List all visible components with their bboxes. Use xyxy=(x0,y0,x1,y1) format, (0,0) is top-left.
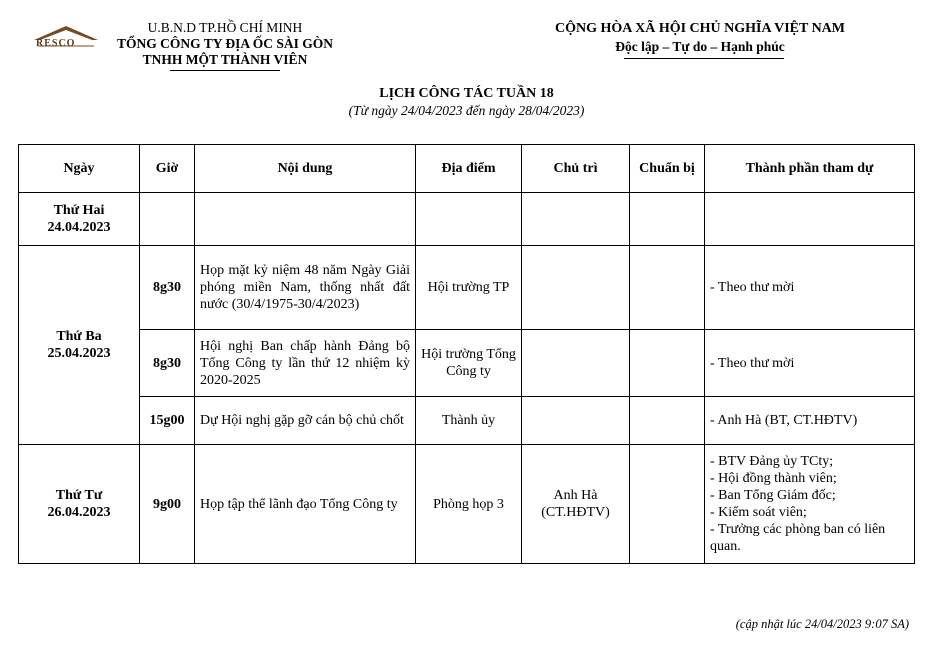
empty-cell xyxy=(630,193,705,246)
table-row xyxy=(19,397,915,445)
empty-cell xyxy=(140,193,195,246)
event-chair: Anh Hà (CT.HĐTV) xyxy=(522,445,630,564)
day-cell-monday xyxy=(19,193,140,246)
day-name: Thứ Tư xyxy=(55,488,103,503)
national-header xyxy=(520,20,880,56)
attendee-item: - Hội đồng thành viên; xyxy=(710,471,837,486)
event-prep xyxy=(630,330,705,397)
day-date: 24.04.2023 xyxy=(47,220,111,235)
right-header-rule xyxy=(624,58,784,59)
header-day: Ngày xyxy=(19,145,140,193)
update-timestamp: (cập nhật lúc 24/04/2023 9:07 SA) xyxy=(735,617,909,631)
schedule-table xyxy=(18,144,915,564)
day-name: Thứ Ba xyxy=(56,329,102,344)
org-line-1: U.B.N.D TP.HỒ CHÍ MINH xyxy=(147,20,303,35)
org-line-2: TỔNG CÔNG TY ĐỊA ỐC SÀI GÒN xyxy=(116,36,334,51)
event-content: Họp tập thể lãnh đạo Tổng Công ty xyxy=(195,445,416,564)
table-row xyxy=(19,246,915,330)
event-attendees xyxy=(705,445,915,564)
event-time: 15g00 xyxy=(140,397,195,445)
event-chair xyxy=(522,330,630,397)
attendee-item: - Kiểm soát viên; xyxy=(710,505,807,520)
header-location: Địa điểm xyxy=(416,145,522,193)
attendee-item: - Trưởng các phòng ban có liên quan. xyxy=(710,522,886,554)
event-attendees: - Theo thư mời xyxy=(705,330,915,397)
event-location: Hội trường TP xyxy=(416,246,522,330)
attendee-item: - Ban Tổng Giám đốc; xyxy=(710,488,836,503)
event-attendees: - Theo thư mời xyxy=(705,246,915,330)
empty-cell xyxy=(416,193,522,246)
left-header-rule xyxy=(170,70,280,71)
event-time: 8g30 xyxy=(140,330,195,397)
page-title: LỊCH CÔNG TÁC TUẦN 18 xyxy=(379,86,554,101)
attendee-item: - BTV Đảng ủy TCty; xyxy=(710,454,834,469)
event-location: Hội trường Tổng Công ty xyxy=(416,330,522,397)
event-chair xyxy=(522,246,630,330)
organization-header xyxy=(100,20,350,68)
table-row xyxy=(19,193,915,246)
event-time: 9g00 xyxy=(140,445,195,564)
event-prep xyxy=(630,246,705,330)
event-location: Thành ủy xyxy=(416,397,522,445)
day-date: 25.04.2023 xyxy=(47,346,111,361)
org-line-3: TNHH MỘT THÀNH VIÊN xyxy=(142,52,308,67)
table-row xyxy=(19,330,915,397)
national-title: CỘNG HÒA XÃ HỘI CHỦ NGHĨA VIỆT NAM xyxy=(554,21,845,36)
page-subtitle: (Từ ngày 24/04/2023 đến ngày 28/04/2023) xyxy=(348,103,585,118)
header-prep: Chuẩn bị xyxy=(630,145,705,193)
event-time: 8g30 xyxy=(140,246,195,330)
header-attendees: Thành phần tham dự xyxy=(705,145,915,193)
event-content: Hội nghị Ban chấp hành Đảng bộ Tổng Công ty lần thứ 12 nhiệm kỳ 2020-2025 xyxy=(195,330,416,397)
event-content: Họp mặt kỷ niệm 48 năm Ngày Giải phóng miền Nam, thống nhất đất nước (30/4/1975-30/4/2023) xyxy=(195,246,416,330)
table-row xyxy=(19,445,915,564)
day-cell-tuesday xyxy=(19,246,140,445)
empty-cell xyxy=(195,193,416,246)
table-header-row xyxy=(19,145,915,193)
day-name: Thứ Hai xyxy=(53,203,105,218)
national-motto: Độc lập – Tự do – Hạnh phúc xyxy=(615,39,785,54)
empty-cell xyxy=(522,193,630,246)
header-time: Giờ xyxy=(140,145,195,193)
day-cell-wednesday xyxy=(19,445,140,564)
header-content: Nội dung xyxy=(195,145,416,193)
event-location: Phòng họp 3 xyxy=(416,445,522,564)
event-prep xyxy=(630,445,705,564)
event-attendees: - Anh Hà (BT, CT.HĐTV) xyxy=(705,397,915,445)
day-date: 26.04.2023 xyxy=(47,505,111,520)
header-chair: Chủ trì xyxy=(522,145,630,193)
event-prep xyxy=(630,397,705,445)
event-chair xyxy=(522,397,630,445)
empty-cell xyxy=(705,193,915,246)
logo-text: RESCO xyxy=(36,38,76,49)
event-content: Dự Hội nghị gặp gỡ cán bộ chủ chốt xyxy=(195,397,416,445)
